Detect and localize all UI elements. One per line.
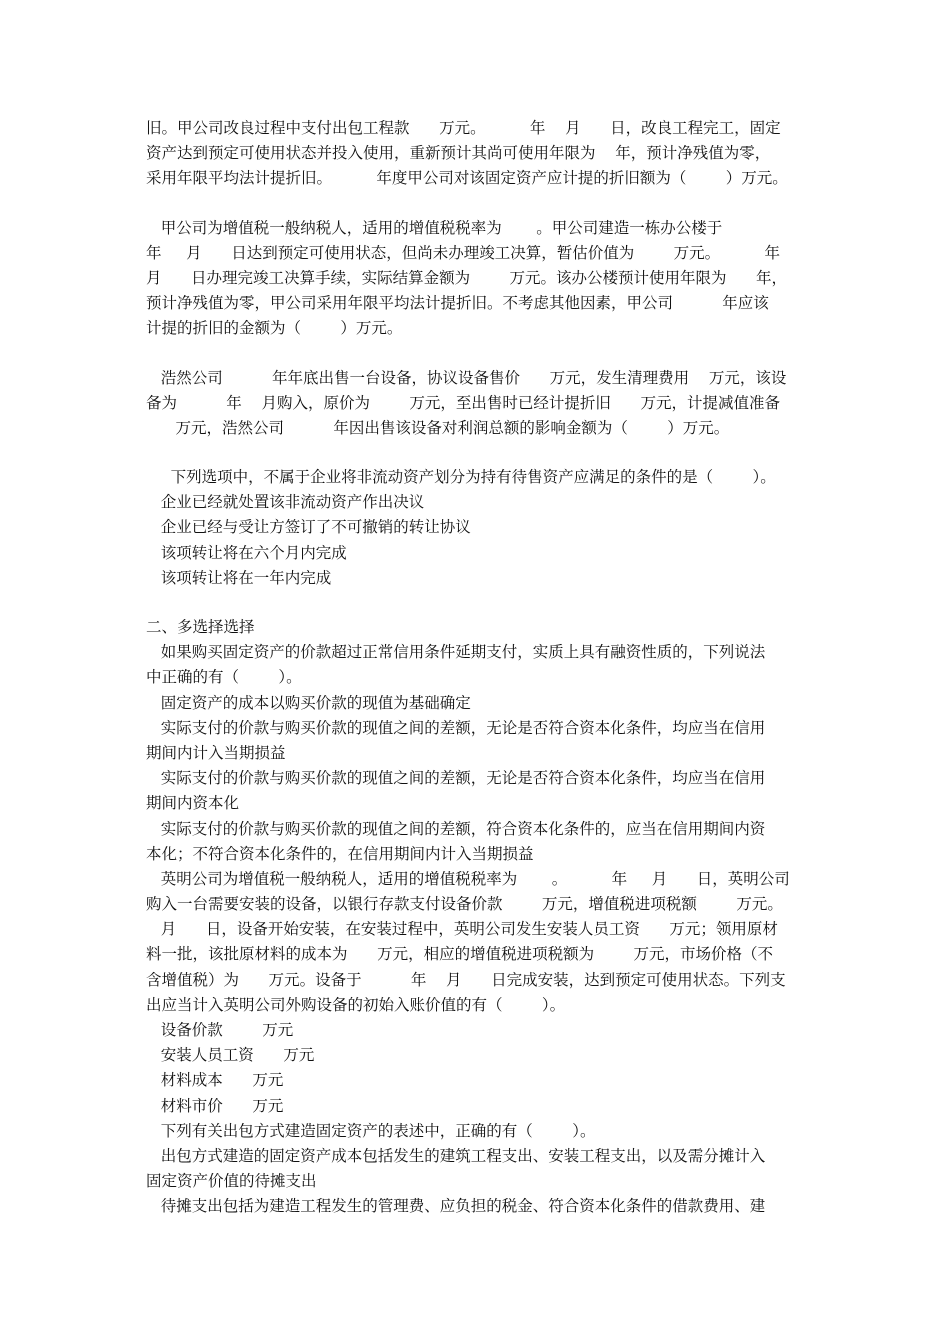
answer-option: 固定资产的成本以购买价款的现值为基础确定 xyxy=(146,693,471,712)
text-line: 浩然公司 年年底出售一台设备，协议设备售价 万元，发生清理费用 万元，该设 xyxy=(146,368,787,387)
answer-option: 本化；不符合资本化条件的，在信用期间内计入当期损益 xyxy=(146,844,534,863)
question-stem: 下列选项中，不属于企业将非流动资产划分为持有待售资产应满足的条件的是（ ）。 xyxy=(146,468,776,487)
answer-option: 该项转让将在六个月内完成 xyxy=(146,543,347,562)
question-stem: 料一批，该批原材料的成本为 万元，相应的增值税进项税额为 万元，市场价格（不 xyxy=(146,945,773,964)
question-held-for-sale xyxy=(146,465,814,591)
answer-option: 期间内资本化 xyxy=(146,794,240,813)
question-haoran xyxy=(146,366,814,442)
answer-option: 企业已经与受让方签订了不可撤销的转让协议 xyxy=(146,518,471,537)
text-line: 旧。甲公司改良过程中支付出包工程款 万元。 年 月 日，改良工程完工，固定 xyxy=(146,119,781,137)
question-stem: 如果购买固定资产的价款超过正常信用条件延期支付，实质上具有融资性质的，下列说法 xyxy=(146,643,766,662)
answer-option: 企业已经就处置该非流动资产作出决议 xyxy=(146,493,425,512)
answer-option: 固定资产价值的待摊支出 xyxy=(146,1172,317,1191)
answer-option: 出包方式建造的固定资产成本包括发生的建筑工程支出、安装工程支出，以及需分摊计入 xyxy=(146,1146,766,1165)
text-line: 万元，浩然公司 年因出售该设备对利润总额的影响金额为（ ）万元。 xyxy=(146,418,730,437)
answer-option: 待摊支出包括为建造工程发生的管理费、应负担的税金、符合资本化条件的借款费用、建 xyxy=(146,1197,766,1216)
question-contracting xyxy=(146,1119,814,1220)
question-stem: 月 日，设备开始安装，在安装过程中，英明公司发生安装人员工资 万元；领用原材 xyxy=(146,920,778,939)
answer-option: 实际支付的价款与购买价款的现值之间的差额，无论是否符合资本化条件，均应当在信用 xyxy=(146,718,766,737)
text-line: 甲公司为增值税一般纳税人，适用的增值税税率为 。甲公司建造一栋办公楼于 xyxy=(146,218,723,237)
question-depreciation-improvement xyxy=(146,116,814,192)
question-yingming xyxy=(146,867,814,1119)
question-stem: 中正确的有（ ）。 xyxy=(146,668,302,687)
question-stem: 出应当计入英明公司外购设备的初始入账价值的有（ ）。 xyxy=(146,995,566,1014)
answer-option: 实际支付的价款与购买价款的现值之间的差额，符合资本化条件的，应当在信用期间内资 xyxy=(146,819,766,838)
answer-option: 材料成本 万元 xyxy=(146,1071,284,1090)
text-line: 备为 年 月购入，原价为 万元，至出售时已经计提折旧 万元，计提减值准备 xyxy=(146,393,780,412)
text-line: 资产达到预定可使用状态并投入使用，重新预计其尚可使用年限为 年，预计净残值为零， xyxy=(146,144,771,163)
text-line: 计提的折旧的金额为（ ）万元。 xyxy=(146,319,403,338)
question-stem: 购入一台需要安装的设备，以银行存款支付设备价款 万元，增值税进项税额 万元。 xyxy=(146,895,783,914)
answer-option: 材料市价 万元 xyxy=(146,1096,284,1115)
question-stem: 含增值税）为 万元。设备于 年 月 日完成安装，达到预定可使用状态。下列支 xyxy=(146,970,786,989)
text-line: 采用年限平均法计提折旧。 年度甲公司对该固定资产应计提的折旧额为（ ）万元。 xyxy=(146,169,788,188)
question-office-building xyxy=(146,216,814,342)
answer-option: 安装人员工资 万元 xyxy=(146,1046,315,1065)
answer-option: 该项转让将在一年内完成 xyxy=(146,568,332,587)
text-line: 月 日办理完竣工决算手续，实际结算金额为 万元。该办公楼预计使用年限为 年， xyxy=(146,268,788,287)
section-heading: 二、多选择选择 xyxy=(146,618,255,636)
question-deferred-payment xyxy=(146,640,814,867)
question-stem: 下列有关出包方式建造固定资产的表述中，正确的有（ ）。 xyxy=(146,1121,596,1140)
answer-option: 期间内计入当期损益 xyxy=(146,743,286,762)
text-line: 年 月 日达到预定可使用状态，但尚未办理竣工决算，暂估价值为 万元。 年 xyxy=(146,243,780,262)
question-stem: 英明公司为增值税一般纳税人，适用的增值税税率为 。 年 月 日，英明公司 xyxy=(146,869,790,888)
document-body xyxy=(146,116,814,1220)
answer-option: 实际支付的价款与购买价款的现值之间的差额，无论是否符合资本化条件，均应当在信用 xyxy=(146,769,766,788)
answer-option: 设备价款 万元 xyxy=(146,1021,294,1039)
text-line: 预计净残值为零，甲公司采用年限平均法计提折旧。不考虑其他因素，甲公司 年应该 xyxy=(146,294,769,313)
